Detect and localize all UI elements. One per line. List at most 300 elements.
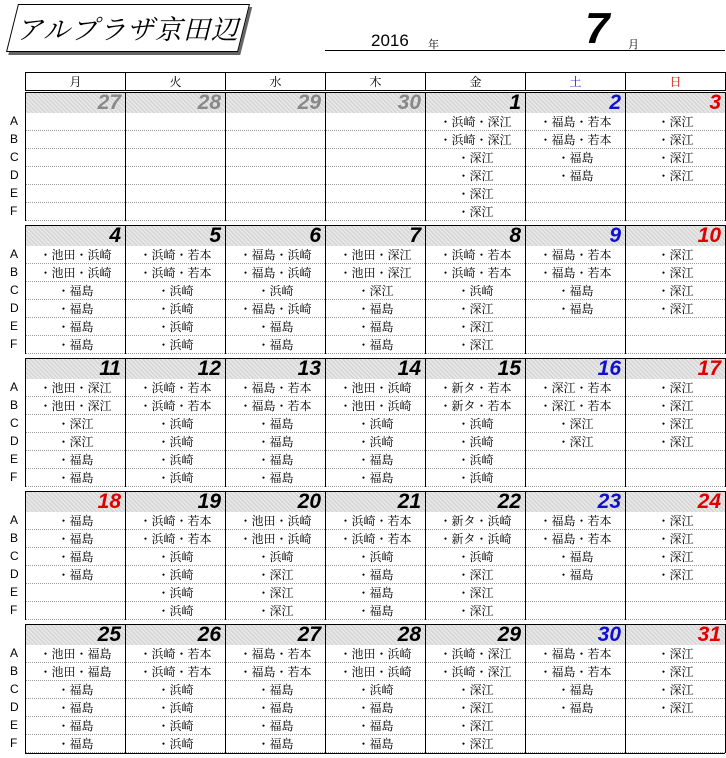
date-bar — [26, 358, 125, 379]
date-bar — [326, 624, 425, 645]
schedule-slot — [226, 131, 325, 149]
day-cell[interactable] — [525, 92, 625, 221]
schedule-slot: ・浜崎・若本 — [326, 530, 425, 548]
day-cell[interactable] — [325, 92, 425, 221]
schedule-slot: ・福島 — [26, 735, 125, 753]
date-bar — [126, 491, 225, 512]
day-cell[interactable] — [125, 491, 225, 620]
schedule-slot: ・深江 — [626, 246, 725, 264]
schedule-slot: ・浜崎 — [226, 282, 325, 300]
date-number: 29 — [297, 91, 321, 114]
schedule-slot: ・池田・福島 — [26, 645, 125, 663]
schedule-slot: ・深江 — [426, 185, 525, 203]
schedule-slot: ・深江 — [626, 681, 725, 699]
date-number: 18 — [97, 490, 121, 513]
slot-label-c: C — [10, 549, 19, 563]
schedule-slot: ・福島・若本 — [226, 397, 325, 415]
schedule-slot: ・深江 — [626, 149, 725, 167]
schedule-slot: ・深江 — [426, 681, 525, 699]
schedule-slot: ・浜崎 — [426, 433, 525, 451]
schedule-slot: ・深江 — [426, 566, 525, 584]
day-cell[interactable] — [25, 491, 125, 620]
schedule-slot: ・浜崎 — [126, 681, 225, 699]
slot-label-e: E — [10, 186, 19, 200]
date-number: 25 — [97, 623, 121, 646]
schedule-slot: ・福島 — [326, 735, 425, 753]
day-cell[interactable] — [525, 225, 625, 354]
schedule-slot: ・福島 — [326, 717, 425, 735]
slot-label-d: D — [10, 434, 19, 448]
schedule-slot: ・福島 — [526, 149, 625, 167]
day-cell[interactable] — [225, 624, 325, 753]
schedule-slot: ・深江 — [626, 548, 725, 566]
day-cell[interactable] — [425, 624, 525, 753]
schedule-slot: ・深江 — [426, 735, 525, 753]
schedule-slot: ・浜崎・若本 — [126, 397, 225, 415]
schedule-slot: ・深江 — [226, 566, 325, 584]
schedule-slot: ・福島 — [326, 336, 425, 354]
date-bar — [126, 92, 225, 113]
date-number: 28 — [397, 623, 421, 646]
schedule-slot: ・深江 — [626, 397, 725, 415]
schedule-slot: ・浜崎・若本 — [326, 512, 425, 530]
day-cell[interactable] — [425, 491, 525, 620]
weekday-header-6: 日 — [625, 72, 726, 91]
schedule-slot: ・福島 — [226, 318, 325, 336]
day-cell[interactable] — [325, 624, 425, 753]
schedule-slot — [226, 203, 325, 221]
schedule-slot: ・浜崎 — [326, 433, 425, 451]
schedule-slot: ・深江・若本 — [526, 397, 625, 415]
schedule-slot: ・深江 — [426, 167, 525, 185]
schedule-slot: ・浜崎 — [126, 469, 225, 487]
schedule-slot: ・浜崎・若本 — [426, 264, 525, 282]
day-cell[interactable] — [25, 225, 125, 354]
schedule-slot: ・福島 — [526, 548, 625, 566]
schedule-slot: ・浜崎 — [126, 300, 225, 318]
calendar-bottom-border — [25, 753, 725, 754]
date-bar — [426, 358, 525, 379]
schedule-slot: ・浜崎 — [426, 469, 525, 487]
date-number: 10 — [697, 224, 721, 247]
date-bar — [526, 225, 625, 246]
date-number: 7 — [409, 224, 421, 247]
schedule-slot: ・深江 — [626, 699, 725, 717]
schedule-slot: ・浜崎 — [326, 681, 425, 699]
week-row — [0, 624, 726, 753]
schedule-slot: ・深江 — [626, 512, 725, 530]
schedule-slot: ・浜崎・若本 — [126, 530, 225, 548]
schedule-slot: ・浜崎 — [326, 415, 425, 433]
schedule-slot: ・浜崎 — [126, 415, 225, 433]
schedule-slot: ・深江 — [426, 602, 525, 620]
schedule-slot — [26, 203, 125, 221]
schedule-slot: ・深江 — [626, 300, 725, 318]
schedule-slot — [226, 167, 325, 185]
schedule-slot: ・浜崎 — [126, 548, 225, 566]
day-cell[interactable] — [125, 225, 225, 354]
date-bar — [126, 624, 225, 645]
slot-label-e: E — [10, 452, 19, 466]
weekday-header-2: 水 — [225, 72, 325, 91]
schedule-slot: ・福島 — [326, 318, 425, 336]
slot-label-d: D — [10, 168, 19, 182]
schedule-slot: ・深江 — [426, 149, 525, 167]
schedule-slot: ・池田・浜崎 — [326, 645, 425, 663]
schedule-slot: ・福島 — [26, 318, 125, 336]
slot-label-a: A — [10, 380, 19, 394]
slot-label-c: C — [10, 283, 19, 297]
year-unit: 年 — [428, 38, 439, 51]
date-number: 8 — [509, 224, 521, 247]
schedule-slot: ・深江 — [626, 530, 725, 548]
schedule-slot: ・池田・深江 — [26, 379, 125, 397]
schedule-slot: ・浜崎 — [126, 336, 225, 354]
week-row — [0, 92, 726, 221]
schedule-slot: ・深江 — [26, 415, 125, 433]
schedule-slot: ・福島 — [326, 451, 425, 469]
schedule-slot — [26, 131, 125, 149]
schedule-slot: ・福島・浜崎 — [226, 264, 325, 282]
schedule-slot — [526, 717, 625, 735]
schedule-slot: ・浜崎 — [126, 318, 225, 336]
slot-label-f: F — [10, 736, 18, 750]
schedule-slot: ・福島 — [326, 584, 425, 602]
date-bar — [26, 92, 125, 113]
slot-label-b: B — [10, 132, 19, 146]
schedule-slot: ・浜崎・深江 — [426, 113, 525, 131]
schedule-slot: ・池田・浜崎 — [326, 397, 425, 415]
schedule-slot: ・福島 — [226, 451, 325, 469]
schedule-slot: ・深江 — [426, 336, 525, 354]
schedule-slot: ・福島 — [226, 681, 325, 699]
schedule-slot: ・浜崎・若本 — [426, 246, 525, 264]
date-number: 22 — [497, 490, 521, 513]
schedule-slot: ・池田・浜崎 — [326, 663, 425, 681]
schedule-slot: ・福島 — [226, 735, 325, 753]
day-cell[interactable] — [525, 358, 625, 487]
slot-label-c: C — [10, 416, 19, 430]
schedule-slot: ・福島 — [226, 717, 325, 735]
day-cell[interactable] — [625, 491, 726, 620]
date-number: 17 — [697, 357, 721, 380]
schedule-slot: ・池田・浜崎 — [326, 379, 425, 397]
schedule-slot: ・福島・若本 — [526, 512, 625, 530]
day-cell[interactable] — [425, 92, 525, 221]
schedule-slot — [326, 113, 425, 131]
day-cell[interactable] — [225, 491, 325, 620]
date-number: 11 — [99, 357, 121, 380]
day-cell[interactable] — [325, 225, 425, 354]
date-number: 12 — [197, 357, 221, 380]
schedule-slot: ・福島 — [226, 699, 325, 717]
slot-label-e: E — [10, 718, 19, 732]
schedule-slot — [526, 451, 625, 469]
date-bar — [326, 92, 425, 113]
schedule-slot: ・福島・若本 — [526, 530, 625, 548]
date-bar — [626, 225, 725, 246]
date-number: 3 — [709, 91, 721, 114]
schedule-slot: ・福島 — [26, 300, 125, 318]
schedule-slot: ・深江 — [426, 300, 525, 318]
schedule-slot: ・深江 — [626, 433, 725, 451]
schedule-slot: ・池田・浜崎 — [226, 530, 325, 548]
schedule-slot — [526, 602, 625, 620]
schedule-slot: ・福島 — [526, 566, 625, 584]
date-number: 30 — [597, 623, 621, 646]
slot-label-a: A — [10, 513, 19, 527]
date-number: 29 — [497, 623, 521, 646]
date-number: 21 — [397, 490, 421, 513]
schedule-slot: ・深江 — [526, 415, 625, 433]
schedule-slot — [126, 185, 225, 203]
day-cell[interactable] — [525, 491, 625, 620]
schedule-slot — [226, 185, 325, 203]
schedule-slot — [526, 318, 625, 336]
schedule-slot: ・福島 — [26, 548, 125, 566]
schedule-slot: ・浜崎 — [426, 548, 525, 566]
date-number: 1 — [509, 91, 521, 114]
schedule-slot: ・福島 — [226, 336, 325, 354]
schedule-slot: ・浜崎・若本 — [126, 264, 225, 282]
schedule-slot: ・浜崎 — [426, 451, 525, 469]
schedule-slot: ・福島 — [526, 681, 625, 699]
week-row — [0, 491, 726, 620]
schedule-slot: ・浜崎・深江 — [426, 663, 525, 681]
day-cell[interactable] — [425, 225, 525, 354]
date-number: 28 — [197, 91, 221, 114]
schedule-slot: ・深江 — [626, 379, 725, 397]
schedule-slot: ・福島 — [326, 566, 425, 584]
schedule-slot: ・浜崎・若本 — [126, 512, 225, 530]
schedule-slot: ・浜崎 — [126, 433, 225, 451]
date-number: 26 — [197, 623, 221, 646]
date-bar — [526, 358, 625, 379]
day-cell[interactable] — [625, 624, 726, 753]
schedule-slot: ・福島 — [26, 681, 125, 699]
day-cell[interactable] — [225, 358, 325, 487]
schedule-slot — [326, 131, 425, 149]
day-cell[interactable] — [225, 225, 325, 354]
schedule-slot: ・深江 — [626, 167, 725, 185]
schedule-slot: ・福島 — [26, 512, 125, 530]
schedule-slot — [626, 203, 725, 221]
schedule-slot: ・新タ・若本 — [426, 397, 525, 415]
date-number: 16 — [597, 357, 621, 380]
schedule-slot: ・福島 — [226, 433, 325, 451]
date-number: 24 — [697, 490, 721, 513]
schedule-slot: ・池田・浜崎 — [26, 264, 125, 282]
schedule-slot: ・深江 — [426, 584, 525, 602]
schedule-slot: ・深江 — [426, 699, 525, 717]
schedule-slot — [526, 735, 625, 753]
day-cell[interactable] — [425, 358, 525, 487]
schedule-slot: ・深江 — [426, 203, 525, 221]
day-cell[interactable] — [625, 225, 726, 354]
date-number: 13 — [297, 357, 321, 380]
date-bar — [426, 92, 525, 113]
month-value: 7 — [585, 4, 610, 53]
schedule-slot — [126, 203, 225, 221]
schedule-slot: ・福島・若本 — [526, 131, 625, 149]
weekday-header-3: 木 — [325, 72, 425, 91]
schedule-slot — [526, 336, 625, 354]
schedule-slot — [526, 185, 625, 203]
schedule-slot: ・深江 — [526, 433, 625, 451]
day-cell[interactable] — [525, 624, 625, 753]
schedule-slot: ・浜崎 — [326, 548, 425, 566]
schedule-slot — [526, 203, 625, 221]
schedule-slot: ・深江 — [626, 131, 725, 149]
date-bar — [426, 624, 525, 645]
date-bar — [226, 92, 325, 113]
schedule-slot: ・福島・浜崎 — [226, 246, 325, 264]
date-bar — [226, 358, 325, 379]
slot-label-f: F — [10, 603, 18, 617]
week-row — [0, 358, 726, 487]
schedule-slot: ・福島 — [226, 415, 325, 433]
day-cell[interactable] — [325, 491, 425, 620]
schedule-slot — [626, 735, 725, 753]
schedule-slot: ・深江 — [226, 584, 325, 602]
schedule-slot: ・深江 — [426, 318, 525, 336]
date-number: 2 — [609, 91, 621, 114]
date-bar — [26, 491, 125, 512]
schedule-slot: ・浜崎・深江 — [426, 645, 525, 663]
schedule-slot: ・深江 — [626, 566, 725, 584]
schedule-slot: ・福島 — [526, 282, 625, 300]
day-cell[interactable] — [225, 92, 325, 221]
slot-label-b: B — [10, 664, 19, 678]
schedule-slot: ・浜崎 — [126, 602, 225, 620]
date-number: 9 — [609, 224, 621, 247]
date-number: 14 — [397, 357, 421, 380]
schedule-slot: ・福島 — [26, 336, 125, 354]
slot-label-f: F — [10, 337, 18, 351]
schedule-slot: ・福島・若本 — [526, 645, 625, 663]
schedule-slot — [126, 167, 225, 185]
date-number: 6 — [309, 224, 321, 247]
schedule-slot: ・新タ・浜崎 — [426, 530, 525, 548]
schedule-slot — [126, 149, 225, 167]
day-cell[interactable] — [25, 358, 125, 487]
schedule-slot — [526, 469, 625, 487]
date-number: 27 — [297, 623, 321, 646]
schedule-slot: ・池田・浜崎 — [226, 512, 325, 530]
schedule-slot: ・浜崎・若本 — [126, 663, 225, 681]
schedule-slot — [26, 149, 125, 167]
schedule-slot — [226, 113, 325, 131]
schedule-slot — [626, 185, 725, 203]
schedule-slot — [626, 336, 725, 354]
slot-label-c: C — [10, 150, 19, 164]
schedule-slot: ・池田・深江 — [326, 246, 425, 264]
day-cell[interactable] — [25, 624, 125, 753]
schedule-slot: ・福島 — [26, 566, 125, 584]
slot-label-a: A — [10, 646, 19, 660]
schedule-slot: ・浜崎 — [126, 584, 225, 602]
day-cell[interactable] — [25, 92, 125, 221]
schedule-slot — [626, 717, 725, 735]
schedule-slot: ・浜崎 — [126, 699, 225, 717]
date-bar — [426, 491, 525, 512]
schedule-slot: ・浜崎 — [126, 451, 225, 469]
schedule-slot: ・深江 — [226, 602, 325, 620]
slot-label-a: A — [10, 247, 19, 261]
date-bar — [526, 624, 625, 645]
date-bar — [426, 225, 525, 246]
schedule-slot — [226, 149, 325, 167]
schedule-slot — [126, 131, 225, 149]
schedule-slot: ・浜崎 — [126, 282, 225, 300]
date-bar — [326, 225, 425, 246]
schedule-slot: ・池田・深江 — [326, 264, 425, 282]
slot-label-b: B — [10, 398, 19, 412]
schedule-slot: ・深江 — [626, 264, 725, 282]
schedule-slot: ・福島・若本 — [526, 264, 625, 282]
date-number: 30 — [397, 91, 421, 114]
schedule-slot — [626, 451, 725, 469]
date-bar — [126, 358, 225, 379]
schedule-slot — [26, 602, 125, 620]
day-cell[interactable] — [125, 92, 225, 221]
day-cell[interactable] — [625, 92, 726, 221]
slot-label-b: B — [10, 531, 19, 545]
schedule-slot — [326, 185, 425, 203]
schedule-slot: ・福島・浜崎 — [226, 300, 325, 318]
weekday-header-1: 火 — [125, 72, 225, 91]
schedule-slot: ・深江 — [426, 717, 525, 735]
week-row — [0, 225, 726, 354]
schedule-slot — [526, 584, 625, 602]
schedule-slot: ・福島 — [26, 469, 125, 487]
schedule-slot — [326, 167, 425, 185]
slot-label-d: D — [10, 700, 19, 714]
schedule-slot: ・深江・若本 — [526, 379, 625, 397]
schedule-slot — [26, 167, 125, 185]
schedule-slot: ・福島 — [26, 451, 125, 469]
schedule-slot — [326, 203, 425, 221]
slot-label-c: C — [10, 682, 19, 696]
date-bar — [326, 358, 425, 379]
date-bar — [626, 491, 725, 512]
date-bar — [126, 225, 225, 246]
date-number: 19 — [197, 490, 221, 513]
slot-label-e: E — [10, 585, 19, 599]
schedule-slot: ・深江 — [626, 663, 725, 681]
date-bar — [26, 225, 125, 246]
day-cell[interactable] — [625, 358, 726, 487]
schedule-slot: ・深江 — [626, 282, 725, 300]
date-bar — [26, 624, 125, 645]
calendar-grid — [0, 72, 726, 751]
schedule-slot — [326, 149, 425, 167]
day-cell[interactable] — [325, 358, 425, 487]
schedule-slot: ・浜崎・若本 — [126, 246, 225, 264]
day-cell[interactable] — [125, 624, 225, 753]
day-cell[interactable] — [125, 358, 225, 487]
date-bar — [626, 624, 725, 645]
schedule-slot: ・福島・若本 — [226, 645, 325, 663]
date-bar — [526, 491, 625, 512]
schedule-slot — [26, 185, 125, 203]
schedule-slot — [626, 602, 725, 620]
schedule-slot: ・浜崎 — [126, 566, 225, 584]
schedule-slot: ・浜崎・深江 — [426, 131, 525, 149]
schedule-slot: ・浜崎 — [426, 282, 525, 300]
schedule-slot: ・福島 — [26, 717, 125, 735]
schedule-slot: ・浜崎・若本 — [126, 645, 225, 663]
